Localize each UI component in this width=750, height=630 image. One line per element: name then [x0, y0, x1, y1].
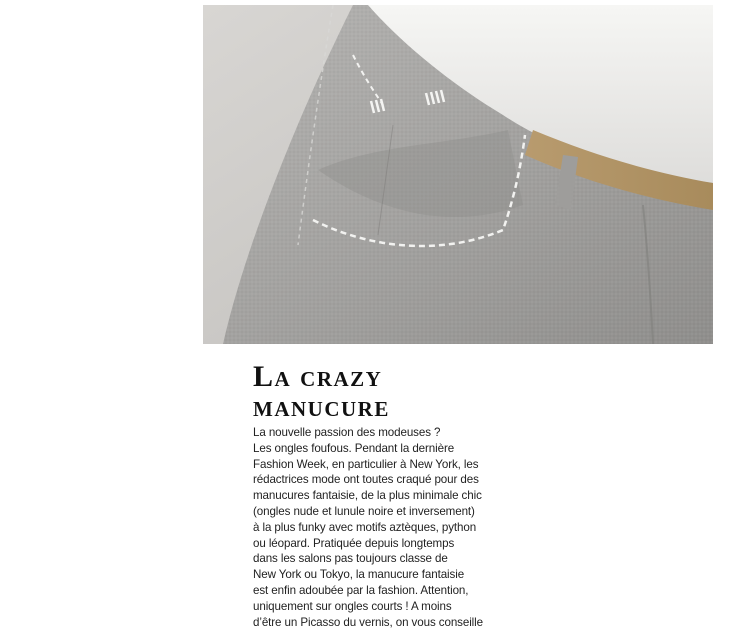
body-line: New York ou Tokyo, la manucure fantaisie	[253, 568, 465, 582]
body-line: uniquement sur ongles courts ! A moins	[253, 599, 452, 613]
body-line: Fashion Week, en particulier à New York, les	[253, 457, 479, 471]
body-line: La nouvelle passion des modeuses ?	[253, 426, 441, 439]
body-line: à la plus funky avec motifs aztèques, python	[253, 520, 477, 534]
article	[253, 362, 503, 630]
body-line: d’être un Picasso du vernis, on vous conseille	[253, 615, 483, 629]
body-line: manucures fantaisie, de la plus minimale chic	[253, 489, 482, 503]
jeans-pocket-photo	[203, 5, 713, 344]
article-title-line: manucure	[253, 390, 390, 423]
body-line: rédactrices mode ont toutes craqué pour des	[253, 473, 479, 487]
article-title-line: La crazy	[253, 360, 383, 393]
article-title	[253, 362, 503, 422]
body-line: Les ongles foufous. Pendant la dernière	[253, 441, 455, 455]
article-body	[253, 425, 503, 630]
body-line: dans les salons pas toujours classe de	[253, 552, 448, 566]
body-line: (ongles nude et lunule noire et inversement)	[253, 504, 475, 518]
body-line: ou léopard. Pratiquée depuis longtemps	[253, 536, 455, 550]
body-line: est enfin adoubée par la fashion. Attention,	[253, 583, 469, 597]
